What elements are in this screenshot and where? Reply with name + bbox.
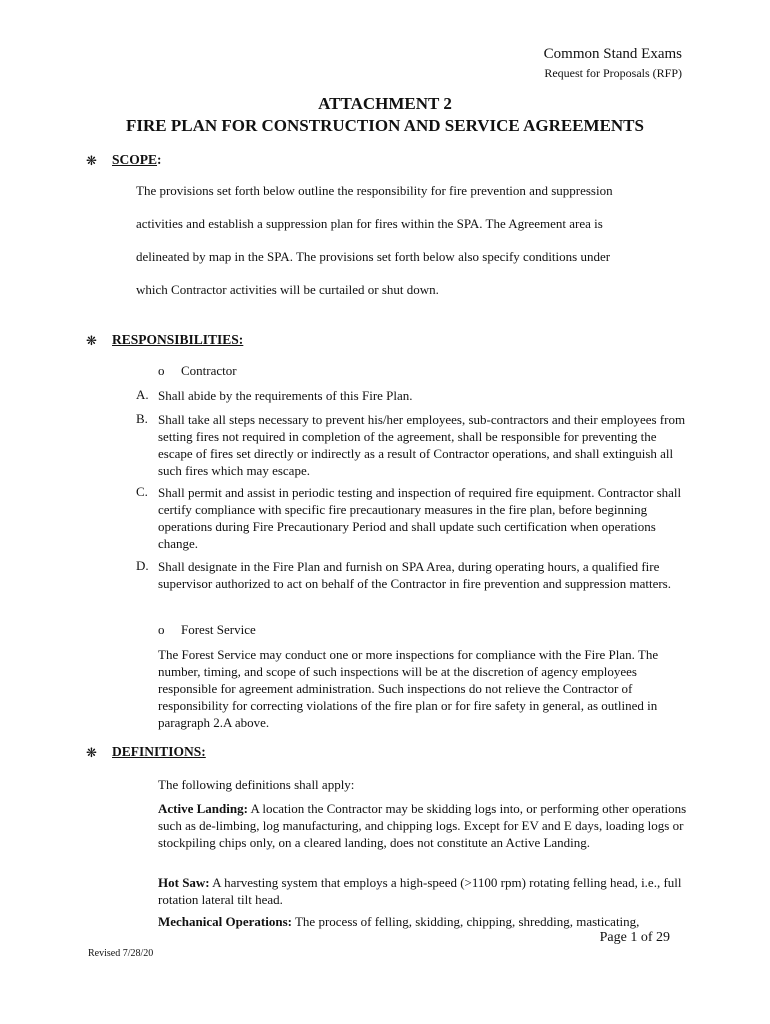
list-item-letter: C. xyxy=(136,484,148,499)
header-subtitle: Request for Proposals (RFP) xyxy=(544,66,682,80)
responsibilities-heading: RESPONSIBILITIES: xyxy=(112,332,244,347)
list-item-text: Shall permit and assist in periodic testing and inspection of required fire equipment. Contractor shall certify compliance with specific fire precautionary measures in the fire plan, before beginning operations during Fire Precautionary Period and shall update such certification when operations change. xyxy=(158,485,682,551)
definition-mechanical-operations xyxy=(158,913,688,930)
attachment-title: ATTACHMENT 2 xyxy=(318,94,452,113)
scope-heading: SCOPE: xyxy=(112,152,162,167)
definition-term: Active Landing: xyxy=(158,801,248,816)
scope-line-3: delineated by map in the SPA. The provisions set forth below also specify conditions under xyxy=(136,249,611,264)
definition-text: A location the Contractor may be skidding logs into, or performing other operations such as de-limbing, log manufacturing, and chipping logs. Except for EV and E days, loading logs or stockpiling chips only, on a cleared landing, does not constitute an Active Landing. xyxy=(158,801,687,850)
list-item-letter: A. xyxy=(136,387,149,402)
definitions-heading: DEFINITIONS: xyxy=(112,744,206,759)
page-number: Page 1 of 29 xyxy=(599,930,670,945)
definition-text: A harvesting system that employs a high-speed (>1100 rpm) rotating felling head, i.e., full rotation lateral tilt head. xyxy=(158,875,682,907)
revised-date: Revised 7/28/20 xyxy=(88,948,154,959)
bullet-icon: ❋ xyxy=(86,333,97,348)
contractor-subheading: Contractor xyxy=(181,363,237,378)
forest-service-paragraph: The Forest Service may conduct one or more inspections for compliance with the Fire Plan. The number, timing, and scope of such inspections will be at the discretion of agency employees responsible for agreement administration. Such inspections do not relieve the Contractor of responsibility for correcting violations of the fire plan or for fire safety in general, as outlined in paragraph 2.A above. xyxy=(158,647,659,730)
list-item-letter: D. xyxy=(136,558,149,573)
list-item-text: Shall designate in the Fire Plan and furnish on SPA Area, during operating hours, a qualified fire supervisor authorized to act on behalf of the Contractor in fire prevention and suppression matters. xyxy=(158,559,671,591)
definition-hot-saw xyxy=(158,874,688,908)
scope-line-1: The provisions set forth below outline the responsibility for fire prevention and suppression xyxy=(136,183,613,198)
definition-term: Hot Saw: xyxy=(158,875,210,890)
definitions-intro: The following definitions shall apply: xyxy=(158,777,355,792)
header-title: Common Stand Exams xyxy=(543,46,682,62)
definition-term: Mechanical Operations: xyxy=(158,914,292,929)
bullet-icon: ❋ xyxy=(86,153,97,168)
circle-bullet-icon: o xyxy=(158,622,165,637)
scope-line-2: activities and establish a suppression plan for fires within the SPA. The Agreement area is xyxy=(136,216,603,231)
list-item-letter: B. xyxy=(136,411,148,426)
document-title: FIRE PLAN FOR CONSTRUCTION AND SERVICE AGREEMENTS xyxy=(126,116,644,135)
definition-active-landing xyxy=(158,800,688,851)
scope-line-4: which Contractor activities will be curtailed or shut down. xyxy=(136,282,439,297)
forest-service-subheading: Forest Service xyxy=(181,622,256,637)
bullet-icon: ❋ xyxy=(86,745,97,760)
list-item-text: Shall take all steps necessary to prevent his/her employees, sub-contractors and their employees from setting fires not required in completion of the agreement, shall be responsible for preventing the escape of fires set directly or indirectly as a result of Contractor operations, and shall extinguish all such fires which may escape. xyxy=(158,412,686,478)
definition-text: The process of felling, skidding, chipping, shredding, masticating, xyxy=(291,914,640,929)
circle-bullet-icon: o xyxy=(158,363,165,378)
list-item-text: Shall abide by the requirements of this Fire Plan. xyxy=(158,388,413,403)
